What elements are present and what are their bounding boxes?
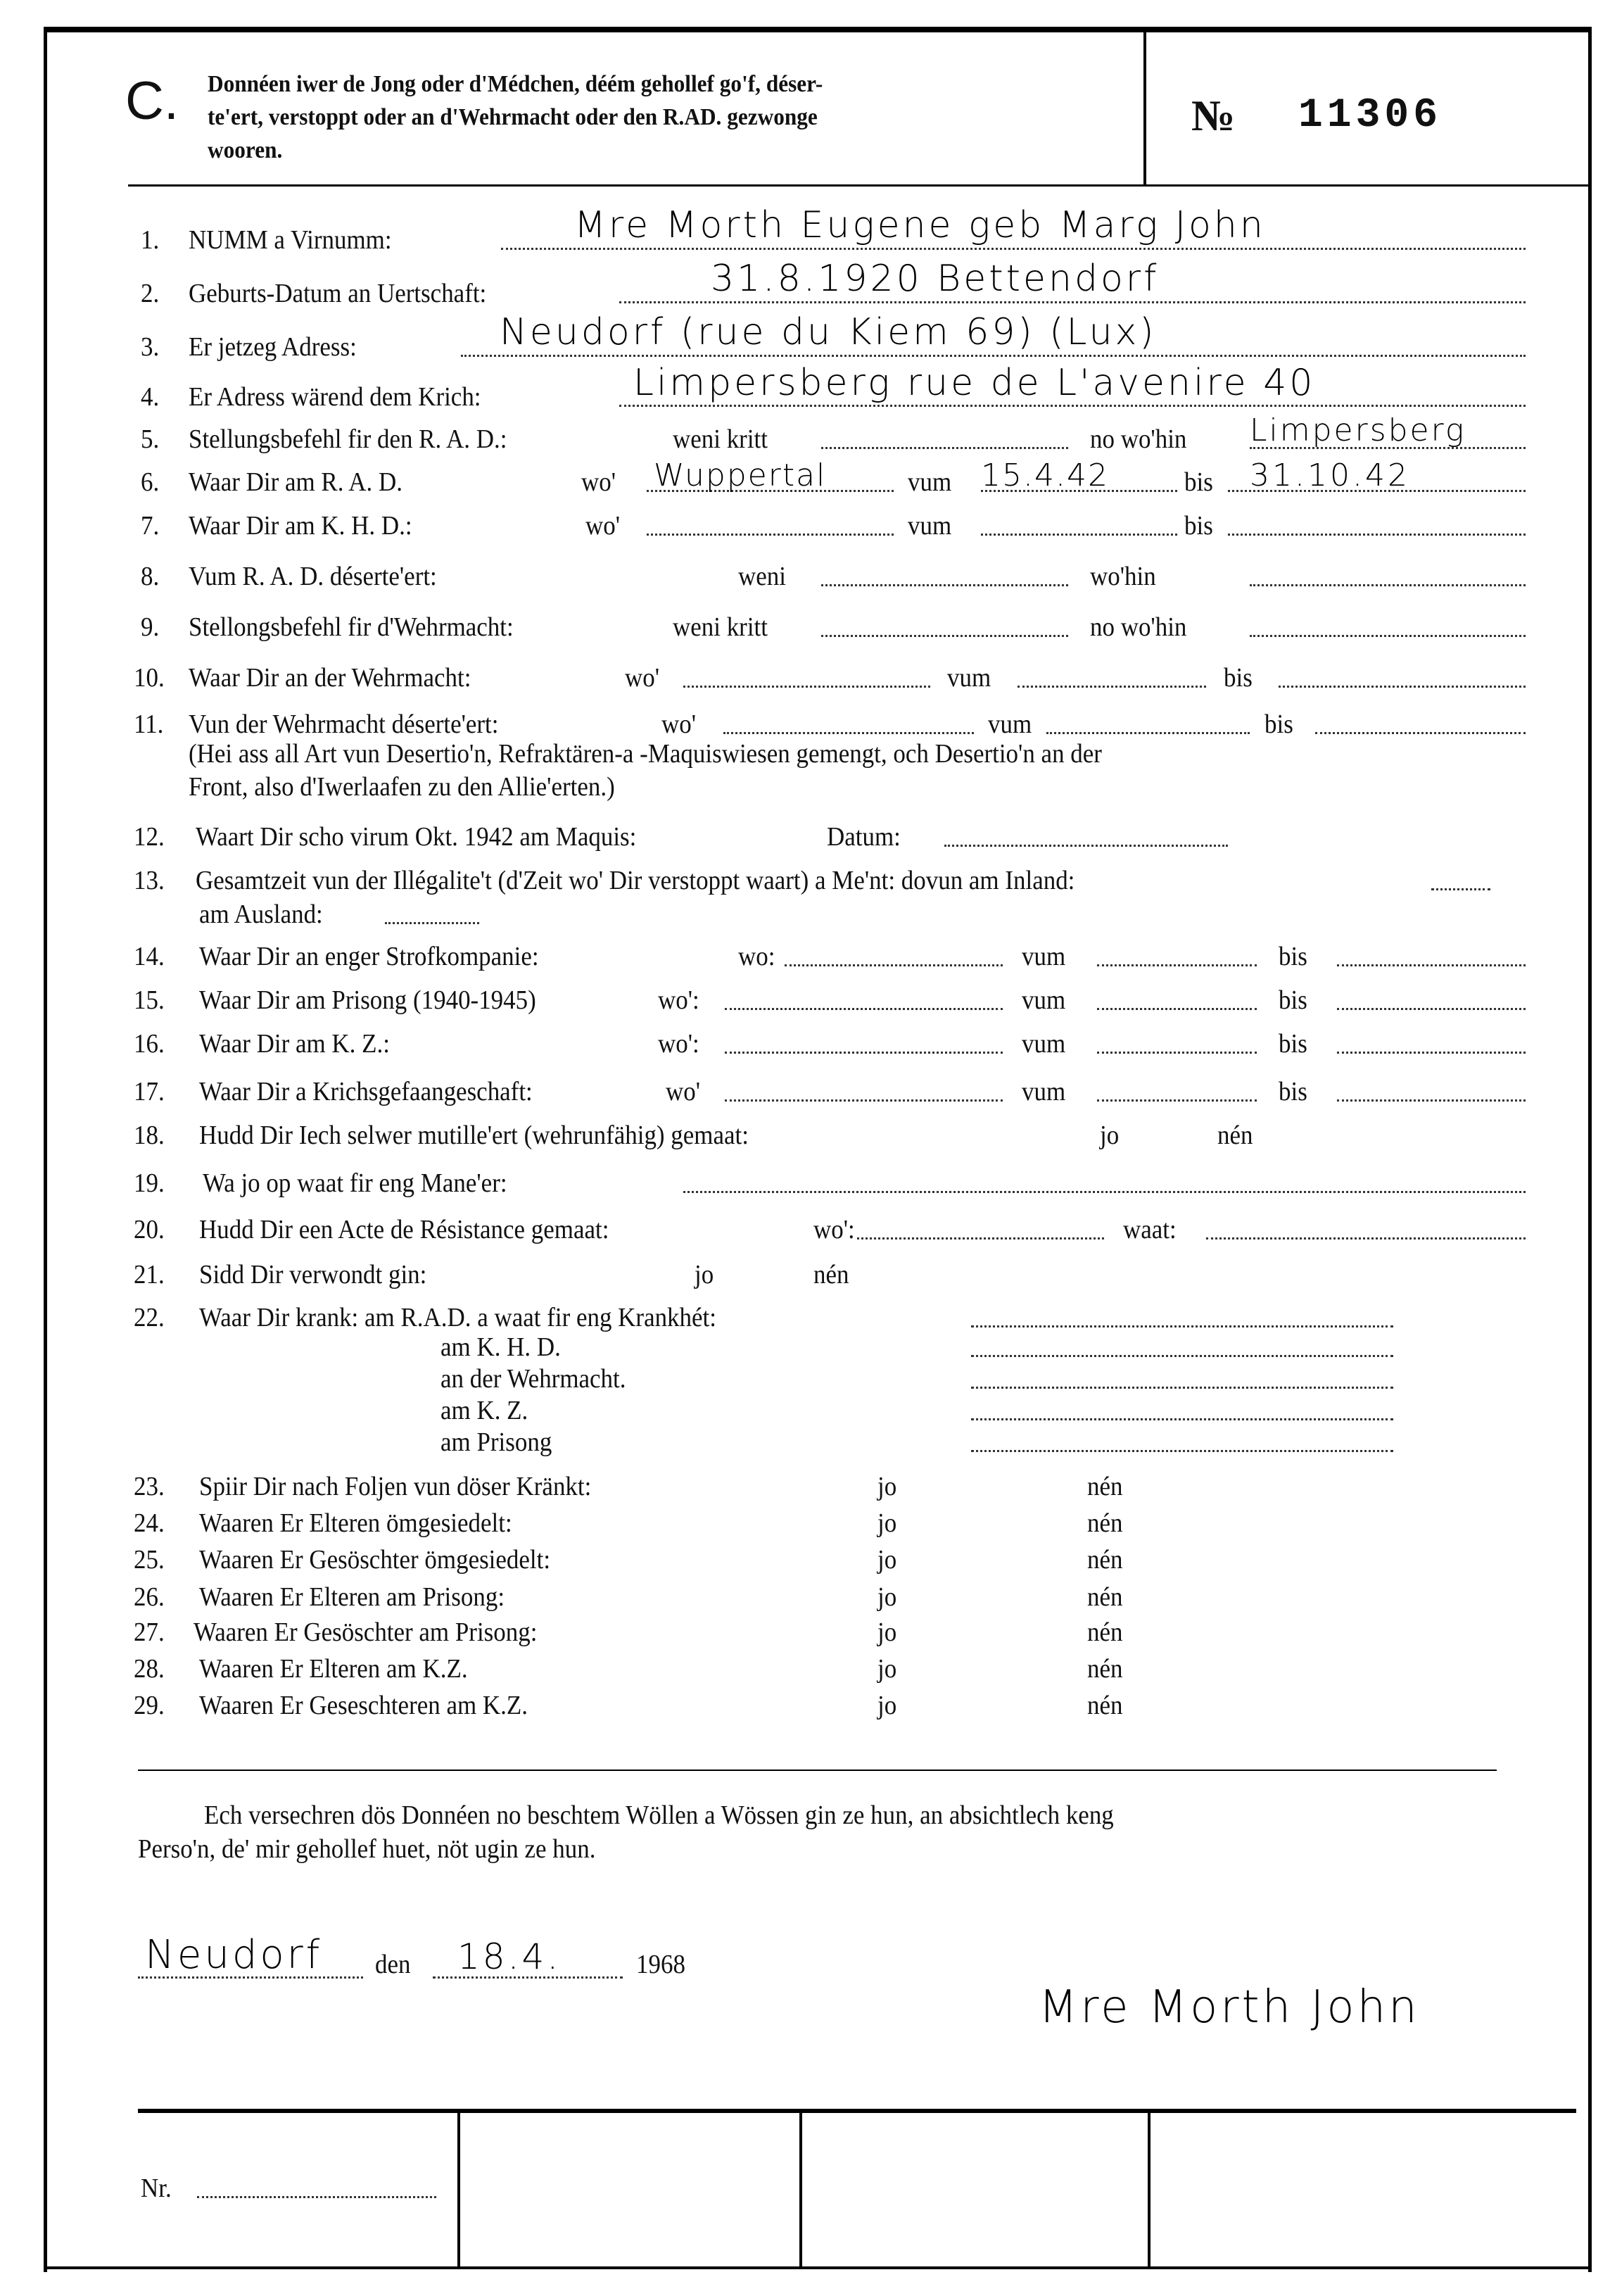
row-9-a-label: weni kritt xyxy=(673,612,768,642)
signature-date: 18.4. xyxy=(457,1936,562,1977)
row-6-a-value: Wuppertal xyxy=(654,458,827,493)
row-22-field-prisong[interactable] xyxy=(971,1450,1393,1452)
row-27-number: 27. xyxy=(134,1617,165,1647)
row-7-b-label: vum xyxy=(908,511,952,541)
row-7-c-label: bis xyxy=(1184,511,1213,541)
footer-col-1 xyxy=(457,2110,460,2268)
row-26-number: 26. xyxy=(134,1582,165,1612)
row-25-label: Waaren Er Gesöschter ömgesiedelt: xyxy=(199,1545,551,1575)
row-4-label: Er Adress wärend dem Krich: xyxy=(189,382,481,412)
row-15-a-label: wo': xyxy=(658,985,699,1015)
row-3-value: Neudorf (rue du Kiem 69) (Lux) xyxy=(500,311,1157,353)
row-6-label: Waar Dir am R. A. D. xyxy=(189,467,402,497)
row-4-field[interactable] xyxy=(619,405,1526,407)
footer-col-2 xyxy=(799,2110,802,2268)
row-7-b-field[interactable] xyxy=(981,534,1177,536)
row-25-yes[interactable]: jo xyxy=(877,1545,897,1575)
row-13-label: Gesamtzeit vun der Illégalite't (d'Zeit wo' Dir verstoppt waart) a Me'nt: dovun am Inland: xyxy=(196,866,1075,895)
row-20-number: 20. xyxy=(134,1215,165,1244)
row-15-a-field[interactable] xyxy=(725,1008,1003,1010)
row-17-a-label: wo' xyxy=(666,1077,701,1106)
row-29-number: 29. xyxy=(134,1691,165,1720)
row-20-label: Hudd Dir een Acte de Résistance gemaat: xyxy=(199,1215,609,1244)
row-23-label: Spiir Dir nach Foljen vun döser Kränkt: xyxy=(199,1472,592,1501)
row-22-sub-kz: am K. Z. xyxy=(440,1396,528,1425)
row-24-number: 24. xyxy=(134,1508,165,1538)
signature-den: den xyxy=(375,1950,411,1979)
row-21-yes[interactable]: jo xyxy=(695,1260,714,1289)
row-18-no[interactable]: nén xyxy=(1217,1121,1253,1150)
row-17-c-field[interactable] xyxy=(1337,1099,1526,1102)
row-18-number: 18. xyxy=(134,1121,165,1150)
row-26-yes[interactable]: jo xyxy=(877,1582,897,1612)
row-22-sub-khd: am K. H. D. xyxy=(440,1332,561,1362)
row-22-sub-prisong: am Prisong xyxy=(440,1427,552,1457)
row-6-b-label: vum xyxy=(908,467,952,497)
row-5-number: 5. xyxy=(141,424,160,454)
row-16-label: Waar Dir am K. Z.: xyxy=(199,1029,390,1059)
row-20-b-field[interactable] xyxy=(1206,1237,1526,1240)
row-2-label: Geburts-Datum an Uertschaft: xyxy=(189,279,487,308)
row-11-a-field[interactable] xyxy=(723,732,974,734)
row-10-a-field[interactable] xyxy=(683,686,930,688)
row-7-c-field[interactable] xyxy=(1228,534,1526,536)
row-10-number: 10. xyxy=(134,663,165,693)
row-11-note-1: (Hei ass all Art vun Desertio'n, Refraktären-a -Maquiswiesen gemengt, och Desertio'n an der xyxy=(189,739,1102,769)
row-25-number: 25. xyxy=(134,1545,165,1575)
signature-name: Mre Morth John xyxy=(1039,1981,1420,2033)
row-23-number: 23. xyxy=(134,1472,165,1501)
row-26-no[interactable]: nén xyxy=(1087,1582,1123,1612)
row-17-c-label: bis xyxy=(1279,1077,1307,1106)
outer-border-left xyxy=(44,27,47,2272)
row-11-c-field[interactable] xyxy=(1315,732,1526,734)
row-4-number: 4. xyxy=(141,382,160,412)
declaration-line-1: Ech versechren dös Donnéen no beschtem Wöllen a Wössen gin ze hun, an absichtlech keng xyxy=(204,1800,1114,1830)
row-22-field-rad[interactable] xyxy=(971,1325,1393,1327)
outer-border-top xyxy=(44,27,1592,32)
row-11-b-field[interactable] xyxy=(1046,732,1250,734)
signature-date-field[interactable] xyxy=(433,1976,623,1979)
row-1-label: NUMM a Virnumm: xyxy=(189,225,392,255)
row-6-c-label: bis xyxy=(1184,467,1213,497)
row-15-b-field[interactable] xyxy=(1097,1008,1257,1010)
row-24-no[interactable]: nén xyxy=(1087,1508,1123,1538)
row-15-number: 15. xyxy=(134,985,165,1015)
row-4-value: Limpersberg rue de L'avenire 40 xyxy=(633,362,1316,404)
row-1-field[interactable] xyxy=(501,248,1526,250)
row-12-label: Waart Dir scho virum Okt. 1942 am Maquis: xyxy=(196,822,637,852)
row-12-a-field[interactable] xyxy=(944,845,1228,847)
row-5-a-label: weni kritt xyxy=(673,424,768,454)
row-15-b-label: vum xyxy=(1022,985,1066,1015)
row-20-a-field[interactable] xyxy=(857,1237,1104,1240)
row-5-b-value: Limpersberg xyxy=(1250,412,1466,448)
row-23-yes[interactable]: jo xyxy=(877,1472,897,1501)
row-15-c-label: bis xyxy=(1279,985,1307,1015)
header-line-2: te'ert, verstoppt oder an d'Wehrmacht oder den R.AD. gezwonge xyxy=(208,104,818,130)
footer-table-bottom xyxy=(44,2266,1592,2269)
row-17-number: 17. xyxy=(134,1077,165,1106)
row-16-number: 16. xyxy=(134,1029,165,1059)
row-28-no[interactable]: nén xyxy=(1087,1654,1123,1684)
row-2-number: 2. xyxy=(141,279,160,308)
row-22-field-khd[interactable] xyxy=(971,1355,1393,1357)
row-19-field[interactable] xyxy=(683,1191,1526,1193)
row-10-b-field[interactable] xyxy=(1018,686,1206,688)
row-3-label: Er jetzeg Adress: xyxy=(189,332,357,362)
row-14-c-field[interactable] xyxy=(1337,964,1526,966)
footer-col-3 xyxy=(1148,2110,1151,2268)
row-6-a-label: wo' xyxy=(581,467,616,497)
row-20-a-label: wo': xyxy=(813,1215,855,1244)
row-8-a-label: weni xyxy=(738,562,786,591)
row-13-line-2: am Ausland: xyxy=(199,900,323,929)
row-16-c-label: bis xyxy=(1279,1029,1307,1059)
row-14-a-label: wo: xyxy=(738,942,775,971)
row-22-sub-wehrmacht: an der Wehrmacht. xyxy=(440,1364,626,1394)
row-5-b-label: no wo'hin xyxy=(1090,424,1187,454)
row-10-c-label: bis xyxy=(1224,663,1253,693)
row-6-c-value: 31.10.42 xyxy=(1250,458,1410,493)
row-2-field[interactable] xyxy=(619,301,1526,303)
declaration-rule xyxy=(138,1770,1497,1771)
row-11-note-2: Front, also d'Iwerlaafen zu den Allie'erten.) xyxy=(189,772,615,802)
row-20-b-label: waat: xyxy=(1123,1215,1177,1244)
declaration-line-2: Perso'n, de' mir gehollef huet, nöt ugin ze hun. xyxy=(138,1834,596,1864)
row-11-b-label: vum xyxy=(988,709,1032,739)
row-11-a-label: wo' xyxy=(661,709,697,739)
row-16-b-label: vum xyxy=(1022,1029,1066,1059)
row-8-b-label: wo'hin xyxy=(1090,562,1156,591)
row-27-yes[interactable]: jo xyxy=(877,1617,897,1647)
header-rule xyxy=(128,184,1590,187)
row-5-label: Stellungsbefehl fir den R. A. D.: xyxy=(189,424,507,454)
row-7-a-label: wo' xyxy=(585,511,621,541)
row-10-c-field[interactable] xyxy=(1279,686,1526,688)
row-9-number: 9. xyxy=(141,612,160,642)
row-28-number: 28. xyxy=(134,1654,165,1684)
row-11-number: 11. xyxy=(134,709,164,739)
row-8-b-field[interactable] xyxy=(1250,584,1526,586)
row-10-label: Waar Dir an der Wehrmacht: xyxy=(189,663,471,693)
row-14-number: 14. xyxy=(134,942,165,971)
row-24-label: Waaren Er Elteren ömgesiedelt: xyxy=(199,1508,512,1538)
row-17-b-field[interactable] xyxy=(1097,1099,1257,1102)
row-8-number: 8. xyxy=(141,562,160,591)
outer-border-right xyxy=(1588,27,1592,2272)
row-6-number: 6. xyxy=(141,467,160,497)
row-11-c-label: bis xyxy=(1264,709,1293,739)
row-13-inland-field[interactable] xyxy=(1431,888,1490,890)
row-10-a-label: wo' xyxy=(625,663,660,693)
row-24-yes[interactable]: jo xyxy=(877,1508,897,1538)
row-1-number: 1. xyxy=(141,225,160,255)
row-22-field-wehrmacht[interactable] xyxy=(971,1387,1393,1389)
row-21-no[interactable]: nén xyxy=(813,1260,849,1289)
row-9-label: Stellongsbefehl fir d'Wehrmacht: xyxy=(189,612,514,642)
row-9-b-label: no wo'hin xyxy=(1090,612,1187,642)
row-22-label: Waar Dir krank: am R.A.D. a waat fir eng Krankhét: xyxy=(199,1303,716,1332)
row-12-a-label: Datum: xyxy=(827,822,901,852)
row-16-a-field[interactable] xyxy=(725,1052,1003,1054)
row-16-b-field[interactable] xyxy=(1097,1052,1257,1054)
row-26-label: Waaren Er Elteren am Prisong: xyxy=(199,1582,505,1612)
row-9-a-field[interactable] xyxy=(821,635,1068,637)
row-27-no[interactable]: nén xyxy=(1087,1617,1123,1647)
row-11-label: Vun der Wehrmacht déserte'ert: xyxy=(189,709,499,739)
form-number: 11306 xyxy=(1298,93,1443,139)
row-25-no[interactable]: nén xyxy=(1087,1545,1123,1575)
row-6-b-value: 15.4.42 xyxy=(981,458,1109,493)
row-1-value: Mre Morth Eugene geb Marg John xyxy=(574,204,1266,246)
row-19-label: Wa jo op waat fir eng Mane'er: xyxy=(203,1168,507,1198)
row-3-field[interactable] xyxy=(461,355,1526,357)
row-27-label: Waaren Er Gesöschter am Prisong: xyxy=(194,1617,538,1647)
signature-place-field[interactable] xyxy=(138,1976,363,1979)
row-15-label: Waar Dir am Prisong (1940-1945) xyxy=(199,985,536,1015)
row-29-yes[interactable]: jo xyxy=(877,1691,897,1720)
row-29-label: Waaren Er Geseschteren am K.Z. xyxy=(199,1691,528,1720)
row-28-yes[interactable]: jo xyxy=(877,1654,897,1684)
row-7-label: Waar Dir am K. H. D.: xyxy=(189,511,412,541)
row-16-a-label: wo': xyxy=(658,1029,699,1059)
row-21-label: Sidd Dir verwondt gin: xyxy=(199,1260,427,1289)
header-line-3: wooren. xyxy=(208,137,283,163)
row-15-c-field[interactable] xyxy=(1337,1008,1526,1010)
row-13-number: 13. xyxy=(134,866,165,895)
row-28-label: Waaren Er Elteren am K.Z. xyxy=(199,1654,468,1684)
footer-table-top xyxy=(138,2109,1576,2113)
row-14-b-label: vum xyxy=(1022,942,1066,971)
row-8-a-field[interactable] xyxy=(821,584,1068,586)
number-sign: № xyxy=(1191,92,1236,140)
row-17-b-label: vum xyxy=(1022,1077,1066,1106)
row-2-value: 31.8.1920 Bettendorf xyxy=(711,258,1160,300)
row-14-c-label: bis xyxy=(1279,942,1307,971)
row-10-b-label: vum xyxy=(947,663,991,693)
row-13-ausland-field[interactable] xyxy=(385,922,479,924)
header-divider xyxy=(1143,30,1146,186)
row-7-number: 7. xyxy=(141,511,160,541)
footer-nr-label: Nr. xyxy=(141,2174,172,2203)
row-21-number: 21. xyxy=(134,1260,165,1289)
signature-place: Neudorf xyxy=(145,1932,323,1978)
row-14-b-field[interactable] xyxy=(1097,964,1257,966)
row-7-a-field[interactable] xyxy=(647,534,894,536)
row-22-field-kz[interactable] xyxy=(971,1418,1393,1420)
row-16-c-field[interactable] xyxy=(1337,1052,1526,1054)
row-8-label: Vum R. A. D. déserte'ert: xyxy=(189,562,437,591)
row-29-no[interactable]: nén xyxy=(1087,1691,1123,1720)
row-3-number: 3. xyxy=(141,332,160,362)
footer-nr-field[interactable] xyxy=(197,2196,436,2198)
row-14-label: Waar Dir an enger Strofkompanie: xyxy=(199,942,539,971)
row-18-label: Hudd Dir Iech selwer mutille'ert (wehrunfähig) gemaat: xyxy=(199,1121,749,1150)
signature-year: 1968 xyxy=(636,1950,685,1979)
row-9-b-field[interactable] xyxy=(1250,635,1526,637)
row-23-no[interactable]: nén xyxy=(1087,1472,1123,1501)
row-22-number: 22. xyxy=(134,1303,165,1332)
section-letter: C. xyxy=(125,71,179,131)
row-5-a-field[interactable] xyxy=(821,447,1068,449)
row-14-a-field[interactable] xyxy=(785,964,1003,966)
row-18-yes[interactable]: jo xyxy=(1100,1121,1120,1150)
row-12-number: 12. xyxy=(134,822,165,852)
row-17-label: Waar Dir a Krichsgefaangeschaft: xyxy=(199,1077,533,1106)
header-line-1: Donnéen iwer de Jong oder d'Médchen, déém gehollef go'f, déser- xyxy=(208,71,823,97)
row-19-number: 19. xyxy=(134,1168,165,1198)
row-17-a-field[interactable] xyxy=(725,1099,1003,1102)
